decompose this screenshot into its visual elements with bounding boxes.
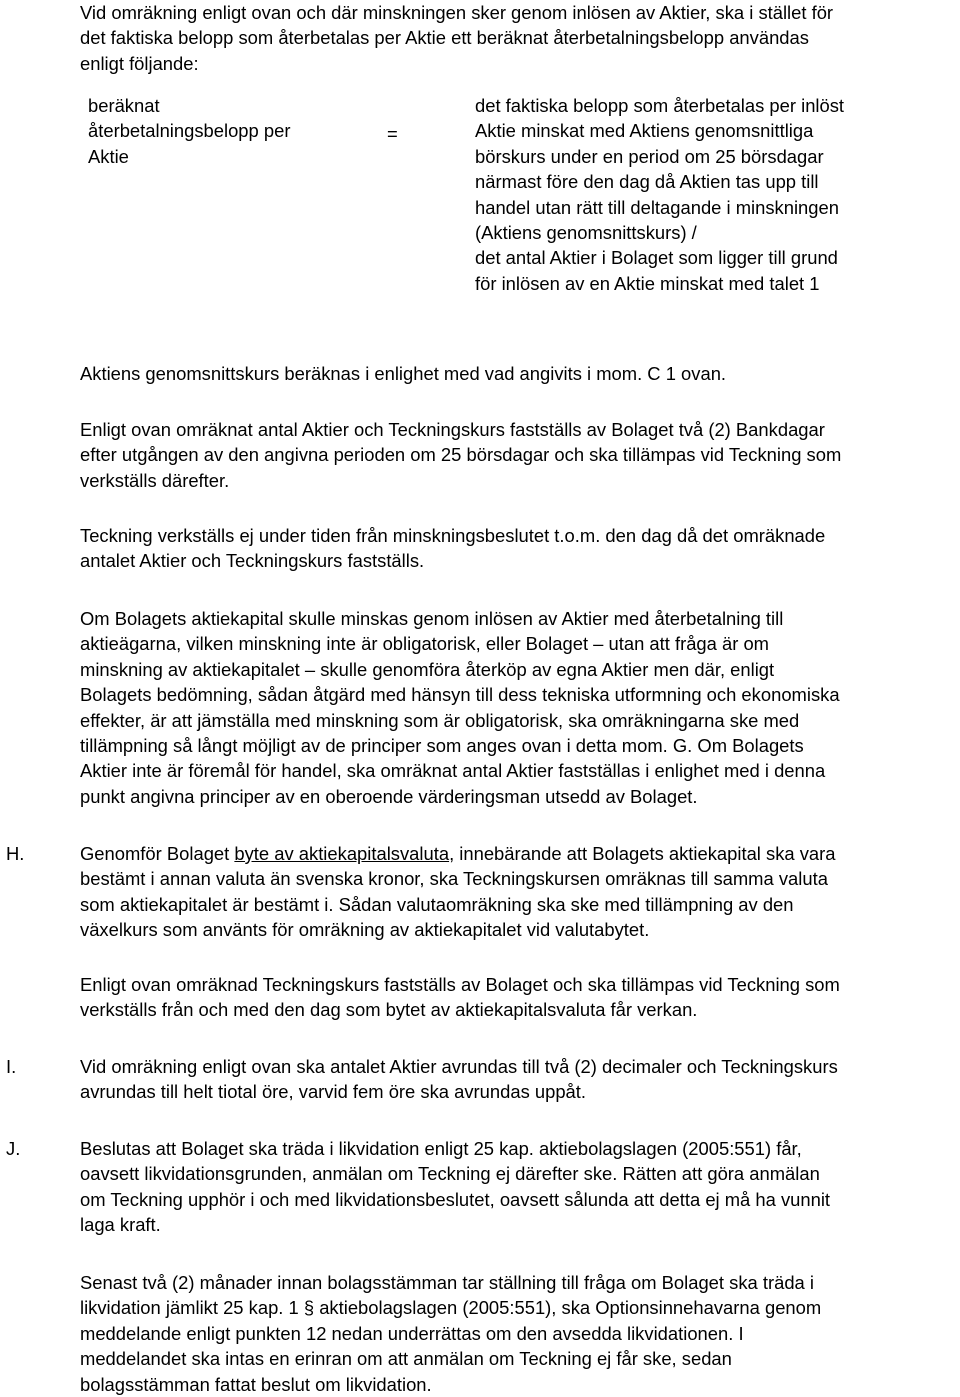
section-j-second-paragraph: Senast två (2) månader innan bolagsstämman tar ställning till fråga om Bolaget ska träda i likvidation jämlikt 25 kap. 1 § aktiebolagslagen (2005:551), ska Optionsinnehavarna genom meddelande enligt punkten 12 nedan underrättas om den avsedda likvidationen. I meddelandet ska intas en erinran om att anmälan om Teckning ej får ske, sedan bolagsstämman fattat beslut om likvidation. [80,1272,822,1395]
section-h-second-paragraph: Enligt ovan omräknad Teckningskurs fastställs av Bolaget och ska tillämpas vid Teckning som verkställs från och med den dag som bytet av aktiekapitalsvaluta får verkan. [80,974,840,1021]
formula-equals-sign: = [387,123,398,144]
section-h-text-before: Genomför Bolaget [80,843,235,864]
section-j-label: J. [6,1138,21,1159]
intro-paragraph: Vid omräkning enligt ovan och där minskningen sker genom inlösen av Aktier, ska i stället för det faktiska belopp som återbetalas per Aktie ett beräknat återbetalningsbelopp användas enligt följande: [80,2,834,74]
share-capital-reduction-paragraph: Om Bolagets aktiekapital skulle minskas genom inlösen av Aktier med återbetalning till aktieägarna, vilken minskning inte är obligatorisk, eller Bolaget – utan att fråga är om minskning av aktiekapitalet – skulle genomföra återköp av egna Aktier men där, enligt Bolagets bedömning, sådan åtgärd med hänsyn till dess tekniska utformning och ekonomiska effekter, är att jämställa med minskning som är obligatorisk, ska omräkningarna ske med tillämpning så långt möjligt av de principer som anges ovan i detta mom. G. Om Bolagets Aktier inte är föremål för handel, ska omräknat antal Aktier fastställas i enlighet med i denna punkt angivna principer av en oberoende värderingsman utsedd av Bolaget. [80,608,840,807]
section-i-label: I. [6,1056,17,1077]
section-h-label: H. [6,843,25,864]
formula-left-term: beräknat återbetalningsbelopp per Aktie [88,95,291,167]
subscription-suspension-paragraph: Teckning verkställs ej under tiden från minskningsbeslutet t.o.m. den dag då det omräknade antalet Aktier och Teckningskurs fastställs. [80,525,826,572]
section-j-paragraph: Beslutas att Bolaget ska träda i likvidation enligt 25 kap. aktiebolagslagen (2005:551) får, oavsett likvidationsgrunden, anmälan om Teckning ej därefter ske. Rätten att göra anmälan om Teckning upphör i och med likvidationsbeslutet, oavsett sålunda att detta ej må ha vunnit laga kraft. [80,1138,831,1236]
section-i-paragraph: Vid omräkning enligt ovan ska antalet Aktier avrundas till två (2) decimaler och Teckningskurs avrundas till helt tiotal öre, varvid fem öre ska avrundas uppåt. [80,1056,838,1103]
section-h-paragraph [80,841,960,943]
section-h-underlined-term: byte av aktiekapitalsvaluta [234,843,450,864]
section-h-text-after: , innebärande att Bolagets aktiekapital ska vara bestämt i annan valuta än svenska kronor, ska Teckningskursen omräknas till samma valuta som aktiekapitalet är bestämt i. Sådan valutaomräkning ska ske med tillämpning av den växelkurs som använts för omräkning av aktiekapitalet vid valutabytet. [80,843,836,941]
recalculation-timing-paragraph: Enligt ovan omräknat antal Aktier och Teckningskurs fastställs av Bolaget två (2) Bankdagar efter utgången av den angivna perioden om 25 börsdagar och ska tillämpas vid Teckning som verkställs därefter. [80,419,842,491]
average-price-paragraph: Aktiens genomsnittskurs beräknas i enlighet med vad angivits i mom. C 1 ovan. [80,363,727,384]
formula-right-term: det faktiska belopp som återbetalas per inlöst Aktie minskat med Aktiens genomsnittliga börskurs under en period om 25 börsdagar närmast före den dag då Aktien tas upp till handel utan rätt till deltagande i minskningen (Aktiens genomsnittskurs) / det antal Aktier i Bolaget som ligger till grund för inlösen av en Aktie minskat med talet 1 [475,95,845,294]
